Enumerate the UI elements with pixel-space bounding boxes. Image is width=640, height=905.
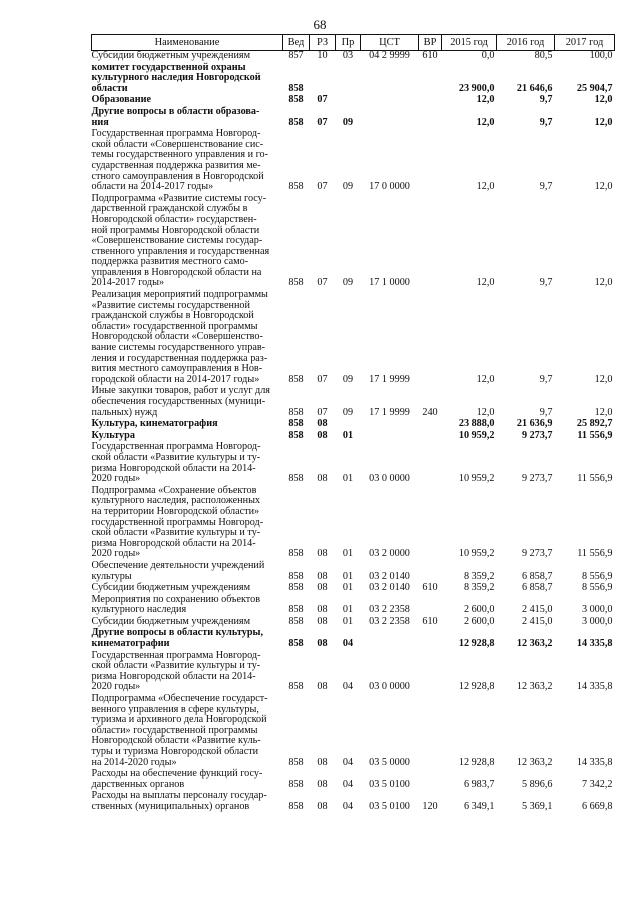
cell-2017: 12,0 (594, 116, 613, 128)
cell-2017: 14 335,8 (576, 681, 613, 693)
table-row (92, 651, 615, 694)
cell-pr: 09 (342, 116, 354, 128)
cell-2016: 6 858,7 (521, 570, 553, 582)
cell-pr (336, 95, 361, 107)
cell-ved: 858 (288, 582, 304, 594)
cell-pr: 01 (342, 473, 354, 485)
cell-vr (419, 419, 442, 431)
cell-vr (419, 769, 442, 791)
cell-pr: 04 (342, 800, 354, 812)
cell-2017: 6 669,8 (581, 800, 613, 812)
cell-2016: 9,7 (539, 373, 553, 385)
cell-name: Подпрограмма «Сохранение объектов культурного наследия, расположенных на территории Новгородской области» государственной программы Новгород- ской области «Развитие культуры и ту- ризма Новгородской области на 2014- 2020 годы» (91, 484, 264, 560)
header-rz: РЗ (310, 35, 336, 51)
table-row (92, 63, 615, 96)
cell-cst: 17 1 0000 (369, 277, 410, 289)
cell-2017: 11 556,9 (577, 473, 613, 485)
cell-cst: 17 1 9999 (369, 373, 410, 385)
cell-cst: 03 5 0100 (369, 778, 410, 790)
cell-rz: 08 (317, 681, 328, 693)
cell-name: Другие вопросы в области культуры, кинематографии (91, 627, 264, 650)
table-row (92, 694, 615, 769)
cell-cst: 04 2 9999 (369, 50, 410, 61)
cell-2016: 2 415,0 (521, 604, 553, 616)
cell-2015: 8 359,2 (463, 570, 495, 582)
cell-rz: 08 (317, 615, 328, 627)
cell-2017: 14 335,8 (576, 756, 613, 768)
cell-ved: 858 (288, 181, 304, 193)
cell-2015: 12 928,8 (458, 756, 495, 768)
table-header-row (92, 35, 615, 51)
cell-ved: 858 (288, 800, 304, 812)
cell-vr (419, 561, 442, 583)
cell-2015: 12,0 (476, 406, 495, 418)
cell-2016: 12 363,2 (516, 756, 553, 768)
cell-2016: 2 415,0 (521, 615, 553, 627)
cell-2015: 10 959,2 (458, 473, 495, 485)
cell-2015: 23 888,0 (458, 418, 495, 430)
cell-ved: 858 (288, 604, 304, 616)
cell-2015: 12,0 (476, 94, 495, 106)
cell-rz: 10 (317, 50, 328, 61)
cell-2015: 23 900,0 (458, 82, 495, 94)
header-2017: 2017 год (555, 35, 615, 51)
cell-2016: 9,7 (539, 94, 553, 106)
cell-2015: 10 959,2 (458, 548, 495, 560)
cell-rz: 08 (317, 638, 328, 650)
cell-vr (419, 129, 442, 194)
cell-name: Образование (91, 94, 152, 106)
cell-rz: 07 (317, 116, 328, 128)
cell-ved: 858 (288, 570, 304, 582)
table-row (92, 290, 615, 386)
cell-rz: 08 (317, 418, 328, 430)
cell-2016: 5 896,6 (521, 778, 553, 790)
cell-2017: 12,0 (594, 406, 613, 418)
cell-2015: 12 928,8 (458, 681, 495, 693)
table-row (92, 583, 615, 595)
cell-vr (419, 63, 442, 96)
cell-cst (361, 431, 419, 443)
cell-pr: 01 (342, 615, 354, 627)
cell-name: комитет государственной охраны культурного наследия Новгородской области (91, 61, 261, 94)
cell-pr: 09 (342, 277, 354, 289)
cell-2016: 12 363,2 (516, 681, 553, 693)
cell-ved: 858 (288, 473, 304, 485)
cell-cst (361, 63, 419, 96)
cell-cst (361, 95, 419, 107)
cell-2017: 100,0 (589, 50, 613, 61)
cell-2017: 8 556,9 (581, 582, 613, 594)
cell-2017: 12,0 (594, 373, 613, 385)
cell-2016: 9 273,7 (521, 548, 553, 560)
cell-cst (361, 107, 419, 129)
cell-pr: 03 (342, 50, 354, 61)
cell-vr: 610 (422, 50, 438, 61)
cell-pr: 01 (342, 604, 354, 616)
cell-rz: 08 (317, 604, 328, 616)
cell-cst (361, 419, 419, 431)
header-2015: 2015 год (442, 35, 497, 51)
cell-cst: 03 0 0000 (369, 681, 410, 693)
cell-2015: 12,0 (476, 277, 495, 289)
cell-2016: 9 273,7 (521, 429, 553, 441)
cell-name: Государственная программа Новгород- ской области «Совершенствование сис- темы государственного управления и го- сударственная поддержка развития ме- стного самоуправления в Новгородской области на 2014-2017 годы» (91, 128, 269, 193)
cell-2015: 2 600,0 (463, 604, 495, 616)
cell-rz: 07 (317, 373, 328, 385)
cell-2017: 25 892,7 (576, 418, 613, 430)
cell-pr: 01 (342, 570, 354, 582)
cell-rz: 08 (317, 570, 328, 582)
cell-2017: 14 335,8 (576, 638, 613, 650)
cell-2015: 8 359,2 (463, 582, 495, 594)
cell-2017: 8 556,9 (581, 570, 613, 582)
header-name: Наименование (92, 35, 283, 51)
cell-2017: 3 000,0 (581, 615, 613, 627)
cell-pr: 09 (342, 181, 354, 193)
cell-rz: 07 (317, 181, 328, 193)
cell-name: Подпрограмма «Развитие системы госу- дарственной гражданской службы в Новгородской области» государствен- ной программы Новгородской области «Совершенствование системы государ- ственного управления и государственная поддержка развития местного само- управления в Новгородской области на 2014-2017 годы» (91, 192, 270, 289)
table-body (92, 51, 615, 814)
cell-vr (419, 194, 442, 290)
header-2016: 2016 год (497, 35, 555, 51)
header-pr: Пр (336, 35, 361, 51)
table-row (92, 769, 615, 791)
cell-name: Расходы на обеспечение функций госу- дарственных органов (91, 768, 263, 790)
cell-2017: 11 556,9 (577, 429, 613, 441)
cell-cst: 03 0 0000 (369, 473, 410, 485)
table-row (92, 561, 615, 583)
cell-vr (419, 95, 442, 107)
cell-rz: 08 (317, 429, 328, 441)
cell-ved: 858 (288, 406, 304, 418)
cell-2017: 12,0 (594, 277, 613, 289)
cell-rz: 08 (317, 473, 328, 485)
table-row (92, 194, 615, 290)
cell-vr: 240 (422, 406, 438, 418)
cell-pr: 09 (342, 406, 354, 418)
cell-cst: 17 1 9999 (369, 406, 410, 418)
cell-ved: 858 (288, 94, 304, 106)
table-row (92, 595, 615, 617)
cell-ved: 858 (288, 615, 304, 627)
table-row (92, 386, 615, 419)
cell-2015: 6 349,1 (463, 800, 495, 812)
cell-2016: 5 369,1 (521, 800, 553, 812)
cell-2016: 9,7 (539, 406, 553, 418)
cell-name: Обеспечение деятельности учреждений культуры (91, 559, 265, 582)
cell-vr (419, 694, 442, 769)
cell-name: Иные закупки товаров, работ и услуг для обеспечения государственных (муници- пальных) нужд (91, 385, 270, 418)
cell-2017: 3 000,0 (581, 604, 613, 616)
cell-cst: 03 5 0000 (369, 756, 410, 768)
cell-pr: 04 (342, 638, 354, 650)
table-row (92, 107, 615, 129)
cell-pr: 01 (342, 582, 354, 594)
page-number: 68 (313, 17, 327, 32)
cell-ved: 858 (288, 548, 304, 560)
cell-vr (419, 628, 442, 650)
cell-pr: 04 (342, 681, 354, 693)
cell-vr (419, 290, 442, 386)
cell-pr: 09 (342, 373, 354, 385)
cell-rz: 08 (317, 756, 328, 768)
cell-name: Мероприятия по сохранению объектов культурного наследия (91, 593, 261, 616)
cell-2016: 21 636,9 (516, 418, 553, 430)
cell-name: Расходы на выплаты персоналу государ- ственных (муниципальных) органов (91, 790, 267, 812)
cell-2017: 11 556,9 (577, 548, 613, 560)
cell-ved: 858 (288, 373, 304, 385)
cell-2016: 12 363,2 (516, 638, 553, 650)
cell-name: Культура (91, 429, 135, 441)
cell-2017: 12,0 (594, 94, 613, 106)
header-ved: Вед (283, 35, 310, 51)
cell-2015: 2 600,0 (463, 615, 495, 627)
cell-name: Подпрограмма «Обеспечение государст- венного управления в сфере культуры, туризма и архивного дела Новгородской области» государственной программы Новгородской области «Развитие куль- туры и туризма Новгородской области на 2014-2020 годы» (91, 693, 268, 768)
cell-ved: 858 (288, 756, 304, 768)
cell-pr: 04 (342, 778, 354, 790)
cell-2015: 12,0 (476, 373, 495, 385)
cell-pr: 01 (342, 429, 354, 441)
table-row (92, 791, 615, 813)
cell-cst: 03 2 0000 (369, 548, 410, 560)
cell-rz: 08 (317, 582, 328, 594)
cell-vr (419, 486, 442, 561)
cell-cst: 03 2 0140 (369, 582, 410, 594)
cell-2017: 12,0 (594, 181, 613, 193)
cell-pr: 01 (342, 548, 354, 560)
cell-2017: 25 904,7 (576, 82, 613, 94)
cell-2015: 12,0 (476, 181, 495, 193)
cell-rz: 08 (317, 548, 328, 560)
cell-cst: 03 5 0100 (369, 800, 410, 812)
cell-vr: 610 (422, 615, 438, 627)
cell-2015: 6 983,7 (463, 778, 495, 790)
cell-cst (361, 628, 419, 650)
cell-vr (419, 431, 442, 443)
cell-2016: 6 858,7 (521, 582, 553, 594)
cell-rz: 07 (317, 277, 328, 289)
cell-vr (419, 442, 442, 485)
cell-2015: 12,0 (476, 116, 495, 128)
cell-ved: 858 (288, 681, 304, 693)
cell-cst: 03 2 2358 (369, 604, 410, 616)
cell-rz: 08 (317, 800, 328, 812)
cell-vr: 610 (422, 582, 438, 594)
cell-vr (419, 651, 442, 694)
cell-name: Субсидии бюджетным учреждениям (91, 615, 251, 627)
cell-pr: 04 (342, 756, 354, 768)
cell-2015: 0,0 (481, 50, 495, 61)
cell-cst: 03 2 2358 (369, 615, 410, 627)
cell-ved: 858 (288, 116, 304, 128)
cell-2017: 7 342,2 (581, 778, 613, 790)
cell-name: Государственная программа Новгород- ской области «Развитие культуры и ту- ризма Новгородской области на 2014- 2020 годы» (91, 649, 261, 693)
table-row (92, 129, 615, 194)
cell-vr: 120 (422, 800, 438, 812)
cell-2016: 9,7 (539, 277, 553, 289)
cell-ved: 858 (288, 82, 304, 94)
cell-ved: 858 (288, 429, 304, 441)
cell-vr (419, 595, 442, 617)
cell-cst: 03 2 0140 (369, 570, 410, 582)
cell-2016: 9,7 (539, 181, 553, 193)
table-row (92, 51, 615, 63)
cell-ved: 857 (288, 50, 304, 61)
cell-rz: 08 (317, 778, 328, 790)
table-row (92, 442, 615, 485)
cell-2016: 9 273,7 (521, 473, 553, 485)
cell-ved: 858 (288, 418, 304, 430)
table-row (92, 486, 615, 561)
cell-vr (419, 107, 442, 129)
cell-name: Культура, кинематография (91, 418, 218, 430)
header-vr: ВР (419, 35, 442, 51)
budget-table (91, 34, 615, 814)
cell-ved: 858 (288, 638, 304, 650)
cell-name: Государственная программа Новгород- ской области «Развитие культуры и ту- ризма Новгородской области на 2014- 2020 годы» (91, 441, 261, 485)
header-cst: ЦСТ (361, 35, 419, 51)
cell-ved: 858 (288, 277, 304, 289)
cell-ved: 858 (288, 778, 304, 790)
cell-name: Реализация мероприятий подпрограммы «Развитие системы государственной гражданской службы в Новгородской области» государственной программы Новгородской области «Совершенство- вание системы государственного управ- ления и государственная поддержка раз- вития местного самоуправления в Нов- городской области на 2014-2017 годы» (91, 289, 268, 385)
cell-2015: 12 928,8 (458, 638, 495, 650)
cell-cst: 17 0 0000 (369, 181, 410, 193)
cell-2016: 9,7 (539, 116, 553, 128)
cell-name: Другие вопросы в области образова- ния (91, 105, 260, 128)
cell-name: Субсидии бюджетным учреждениям (91, 50, 251, 61)
cell-rz: 07 (317, 94, 328, 106)
table-row (92, 628, 615, 650)
cell-pr (336, 63, 361, 96)
cell-name: Субсидии бюджетным учреждениям (91, 582, 251, 594)
cell-2015: 10 959,2 (458, 429, 495, 441)
cell-2016: 80,5 (534, 50, 553, 61)
cell-rz: 07 (317, 406, 328, 418)
cell-rz (310, 63, 336, 96)
cell-2016: 21 646,6 (516, 82, 553, 94)
